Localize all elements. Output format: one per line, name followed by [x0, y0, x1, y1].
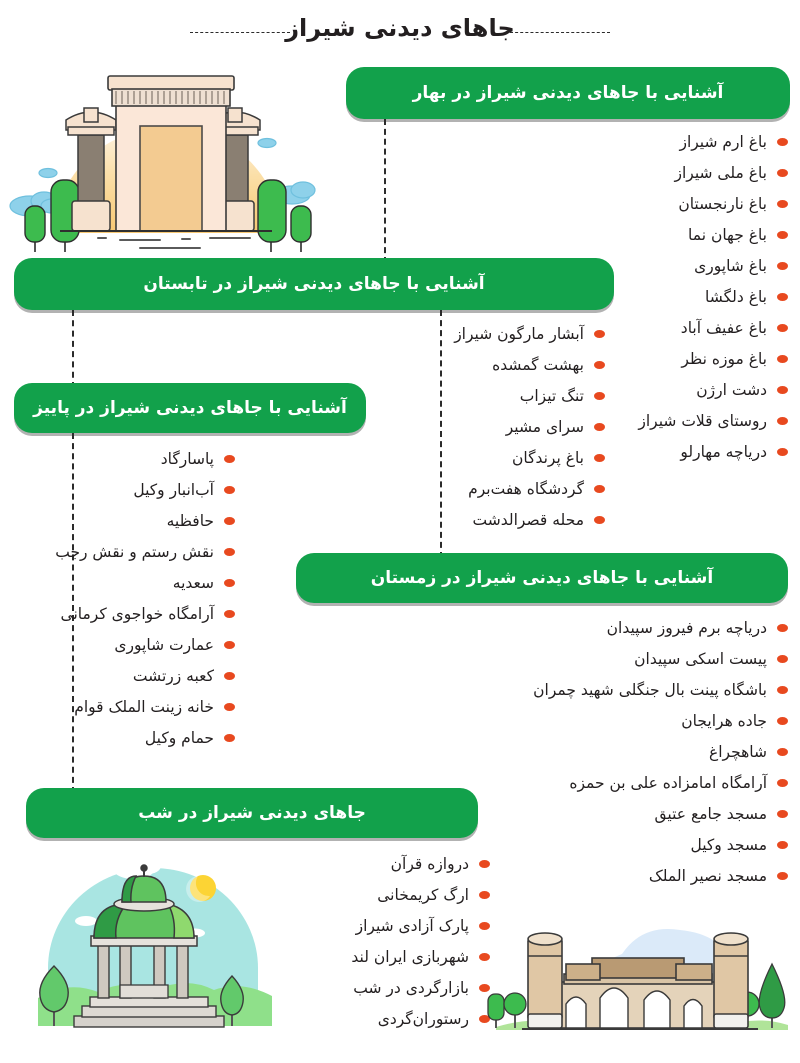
list-item[interactable]: [351, 941, 490, 972]
list-item[interactable]: [55, 722, 235, 753]
bullet-icon: [777, 138, 788, 146]
bullet-icon: [777, 748, 788, 756]
list-item[interactable]: [454, 318, 605, 349]
list-item-label: دریاچه برم فیروز سپیدان: [606, 618, 767, 637]
section-header-winter-label: آشنایی با جاهای دیدنی شیراز در زمستان: [370, 567, 714, 588]
list-spring: [638, 126, 788, 467]
bullet-icon: [594, 454, 605, 462]
list-item[interactable]: [638, 188, 788, 219]
list-item-label: دروازه قرآن: [390, 854, 469, 873]
list-item[interactable]: [638, 405, 788, 436]
list-item-label: دریاچه مهارلو: [680, 442, 767, 461]
bullet-icon: [777, 417, 788, 425]
list-item-label: محله قصرالدشت: [472, 510, 584, 529]
list-item-label: باغ ارم شیراز: [679, 132, 767, 151]
list-item-label: آبشار مارگون شیراز: [454, 324, 584, 343]
list-item[interactable]: [454, 349, 605, 380]
bullet-icon: [777, 386, 788, 394]
section-header-spring[interactable]: [346, 67, 790, 119]
bullet-icon: [777, 293, 788, 301]
connector-summer-to-winter: [440, 310, 442, 558]
list-item-label: باغ ملی شیراز: [674, 163, 767, 182]
bullet-icon: [479, 860, 490, 868]
bullet-icon: [777, 779, 788, 787]
bullet-icon: [777, 231, 788, 239]
list-item-label: باغ دلگشا: [705, 287, 767, 306]
bullet-icon: [777, 448, 788, 456]
list-item-label: باغ عفیف آباد: [680, 318, 767, 337]
list-item-label: پارک آزادی شیراز: [355, 916, 469, 935]
list-item[interactable]: [533, 643, 788, 674]
list-item-label: حافظیه: [166, 511, 214, 530]
list-night: [351, 848, 490, 1034]
bullet-icon: [777, 262, 788, 270]
bullet-icon: [224, 672, 235, 680]
list-item[interactable]: [533, 612, 788, 643]
list-item-label: شهربازی ایران لند: [351, 947, 469, 966]
list-item[interactable]: [638, 126, 788, 157]
list-item-label: آرامگاه امامزاده علی بن حمزه: [569, 773, 767, 792]
bullet-icon: [777, 841, 788, 849]
list-item[interactable]: [55, 536, 235, 567]
list-item[interactable]: [351, 1003, 490, 1034]
list-item[interactable]: [533, 674, 788, 705]
section-header-autumn[interactable]: [14, 383, 366, 433]
list-item[interactable]: [55, 660, 235, 691]
bullet-icon: [224, 517, 235, 525]
list-item[interactable]: [533, 767, 788, 798]
list-item[interactable]: [638, 219, 788, 250]
bullet-icon: [777, 872, 788, 880]
list-item-label: پیست اسکی سپیدان: [634, 649, 767, 668]
section-header-night-label: جاهای دیدنی شیراز در شب: [138, 802, 366, 823]
list-item-label: مسجد نصیر الملک: [648, 866, 767, 885]
list-item-label: روستای قلات شیراز: [638, 411, 767, 430]
list-item[interactable]: [533, 736, 788, 767]
list-item-label: جاده هرایجان: [681, 711, 767, 730]
list-item[interactable]: [55, 691, 235, 722]
list-item[interactable]: [55, 443, 235, 474]
bullet-icon: [777, 655, 788, 663]
list-item[interactable]: [454, 473, 605, 504]
list-item-label: آب‌انبار وکیل: [133, 480, 214, 499]
page-title: جاهای دیدنی شیراز: [285, 14, 515, 42]
bullet-icon: [594, 330, 605, 338]
list-item[interactable]: [533, 829, 788, 860]
list-item-label: پاسارگاد: [160, 449, 214, 468]
bullet-icon: [594, 392, 605, 400]
list-item-label: گردشگاه هفت‌برم: [468, 479, 584, 498]
list-item[interactable]: [638, 436, 788, 467]
list-autumn: [55, 443, 235, 753]
bullet-icon: [224, 734, 235, 742]
vakil-mosque-illustration: [482, 912, 800, 1062]
section-header-summer[interactable]: [14, 258, 614, 310]
list-item[interactable]: [55, 505, 235, 536]
bullet-icon: [594, 485, 605, 493]
list-item[interactable]: [638, 157, 788, 188]
list-item[interactable]: [351, 972, 490, 1003]
list-item-label: باغ نارنجستان: [678, 194, 767, 213]
list-item-label: سرای مشیر: [505, 417, 584, 436]
list-item[interactable]: [454, 380, 605, 411]
bullet-icon: [479, 891, 490, 899]
bullet-icon: [777, 355, 788, 363]
list-item[interactable]: [638, 281, 788, 312]
list-item[interactable]: [454, 442, 605, 473]
list-item-label: سعدیه: [172, 573, 214, 592]
list-item-label: رستوران‌گردی: [377, 1009, 469, 1028]
list-item-label: باغ موزه نظر: [681, 349, 767, 368]
section-header-night[interactable]: [26, 788, 478, 838]
bullet-icon: [777, 200, 788, 208]
list-item-label: حمام وکیل: [144, 728, 214, 747]
list-summer: [454, 318, 605, 535]
list-item-label: عمارت شاپوری: [114, 635, 214, 654]
section-header-autumn-label: آشنایی با جاهای دیدنی شیراز در پاییز: [33, 397, 347, 418]
list-item[interactable]: [638, 312, 788, 343]
list-item-label: آرامگاه خواجوی کرمانی: [60, 604, 214, 623]
list-item-label: مسجد جامع عتیق: [654, 804, 767, 823]
list-item-label: ارگ کریمخانی: [377, 885, 469, 904]
list-item[interactable]: [351, 910, 490, 941]
list-item-label: باغ جهان نما: [688, 225, 767, 244]
list-item-label: نقش رستم و نقش رجب: [55, 542, 214, 561]
list-item[interactable]: [55, 567, 235, 598]
section-header-spring-label: آشنایی با جاهای دیدنی شیراز در بهار: [412, 82, 724, 103]
bullet-icon: [224, 486, 235, 494]
list-item-label: باغ شاپوری: [694, 256, 767, 275]
list-item-label: باشگاه پینت بال جنگلی شهید چمران: [533, 680, 767, 699]
connector-spring-to-summer: [384, 119, 386, 263]
list-item[interactable]: [533, 798, 788, 829]
bullet-icon: [224, 455, 235, 463]
list-item[interactable]: [351, 879, 490, 910]
bullet-icon: [224, 703, 235, 711]
list-item[interactable]: [351, 848, 490, 879]
list-winter: [533, 612, 788, 891]
bullet-icon: [777, 169, 788, 177]
list-item-label: خانه زینت الملک قوام: [74, 697, 214, 716]
list-item[interactable]: [55, 598, 235, 629]
hafez-tomb-illustration: [30, 848, 280, 1038]
list-item-label: بهشت گمشده: [492, 355, 584, 374]
list-item[interactable]: [454, 411, 605, 442]
bullet-icon: [224, 641, 235, 649]
list-item[interactable]: [533, 860, 788, 891]
list-item-label: تنگ تیزاب: [519, 386, 584, 405]
list-item-label: شاهچراغ: [709, 742, 767, 761]
list-item[interactable]: [638, 343, 788, 374]
bullet-icon: [777, 810, 788, 818]
list-item[interactable]: [638, 374, 788, 405]
bullet-icon: [777, 717, 788, 725]
list-item[interactable]: [55, 474, 235, 505]
bullet-icon: [594, 361, 605, 369]
bullet-icon: [224, 548, 235, 556]
section-header-winter[interactable]: [296, 553, 788, 603]
bullet-icon: [777, 686, 788, 694]
bullet-icon: [594, 516, 605, 524]
list-item[interactable]: [638, 250, 788, 281]
bullet-icon: [594, 423, 605, 431]
bullet-icon: [777, 324, 788, 332]
bullet-icon: [224, 610, 235, 618]
persepolis-gate-illustration: [0, 58, 335, 253]
list-item-label: مسجد وکیل: [690, 835, 767, 854]
connector-summer-to-autumn: [72, 310, 74, 388]
list-item-label: کعبه زرتشت: [132, 666, 214, 685]
list-item-label: دشت ارژن: [696, 380, 767, 399]
bullet-icon: [224, 579, 235, 587]
list-item[interactable]: [533, 705, 788, 736]
bullet-icon: [777, 624, 788, 632]
list-item-label: بازارگردی در شب: [353, 978, 469, 997]
list-item-label: باغ پرندگان: [511, 448, 584, 467]
list-item[interactable]: [454, 504, 605, 535]
section-header-summer-label: آشنایی با جاهای دیدنی شیراز در تابستان: [143, 273, 485, 294]
list-item[interactable]: [55, 629, 235, 660]
